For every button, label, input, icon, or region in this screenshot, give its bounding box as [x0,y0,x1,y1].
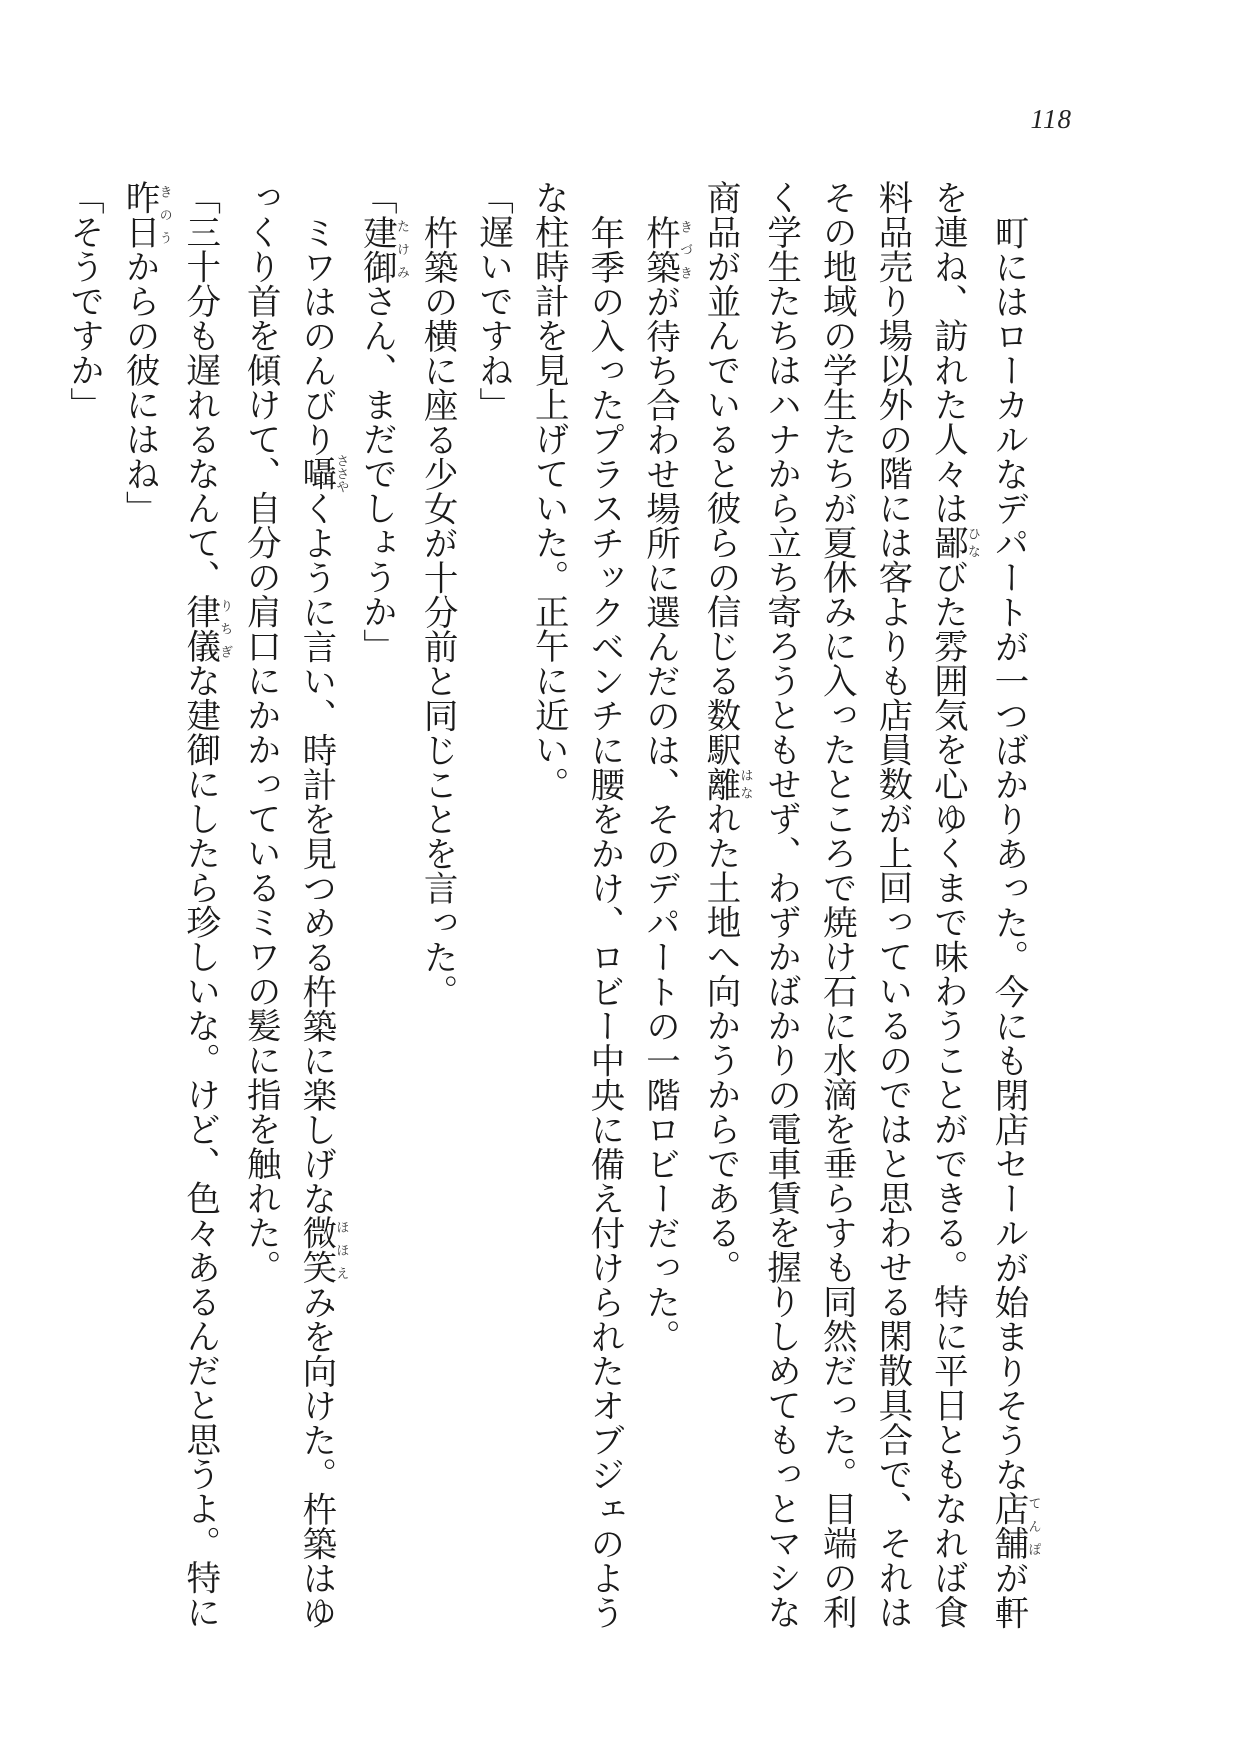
text-line-l9 [520,180,576,1580]
text-segment: びた雰囲気を心ゆくまで味わうことができる。特に平日ともなれば食 [927,559,968,1629]
ruby-annotation [179,594,233,663]
text-line-l15 [171,180,233,1629]
text-segment: 「そうですか」 [63,180,104,422]
furigana: てんぽ [1025,1491,1041,1560]
text-line-l13 [287,180,349,1629]
text-segment: が軒 [988,1560,1028,1629]
text-segment: く学生たちはハナから立ち寄ろうともせず、わずかばかりの電車賃を握りしめてもっとマシな [760,180,801,1629]
text-segment: 年季の入ったプラスチックベンチに腰をかけ、ロビー中央に備え付けられたオブジェのよう [583,214,624,1629]
text-segment: 商品が並んでいると彼らの信じる数駅 [700,180,741,767]
text-segment: 町にはローカルなデパートが一つばかりあった。今にも閉店セールが始まりそうな [988,214,1028,1491]
ruby-base: 鄙 [927,525,968,560]
ruby-annotation [356,214,409,284]
ruby-base: 微笑 [295,1215,336,1284]
text-segment: 料品売り場以外の階には客よりも店員数が上回っているのではと思わせる閑散具合で、それは [871,180,912,1629]
text-segment: 「 [356,180,397,215]
text-segment: 「遅いですね」 [472,180,513,422]
text-line-l2 [919,180,980,1629]
ruby-base: 昨日 [119,180,160,249]
text-line-l10 [464,180,520,1580]
text-segment: れた土地へ向かうからである。 [700,801,741,1284]
ruby-base: 店舗 [988,1491,1028,1560]
furigana: ひな [964,525,980,560]
text-segment: っくり首を傾けて、自分の肩口にかかっているミワの髪に指を触れた。 [240,180,281,1284]
vertical-text-body [55,180,1041,1629]
text-line-l8 [575,180,631,1629]
text-segment: ミワはのんびり [295,214,336,456]
text-line-l7 [631,180,692,1580]
ruby-annotation [119,180,172,249]
text-line-l5 [752,180,808,1629]
ruby-base: 律儀 [179,594,220,663]
text-segment: 「三十分も遅れるなんて、 [179,180,220,594]
furigana: ほほえ [333,1215,349,1284]
ruby-base: 離 [700,766,741,801]
text-segment: みを向けた。杵築はゆ [295,1284,336,1629]
text-segment: さん、まだでしょうか」 [356,283,397,663]
text-segment: くように言い、時計を見つめる杵築に楽しげな [295,490,336,1215]
text-segment: を連ね、訪れた人々は [927,180,968,525]
ruby-annotation [639,214,692,284]
ruby-base: 囁 [295,453,336,493]
page-number: 118 [1030,104,1072,134]
text-segment: な柱時計を見上げていた。正午に近い。 [528,180,569,801]
furigana: たけみ [393,214,409,284]
text-segment: 杵築の横に座る少女が十分前と同じことを言った。 [417,214,458,1008]
text-segment: からの彼にはね」 [119,249,160,525]
ruby-annotation [988,1491,1041,1560]
text-line-l16 [111,180,172,1580]
ruby-annotation [700,766,753,802]
furigana: はな [737,766,753,801]
ruby-annotation [295,453,349,493]
text-line-l1 [979,180,1041,1629]
ruby-annotation [295,1215,349,1284]
ruby-base: 建御 [356,214,397,284]
text-line-l14 [232,180,288,1580]
furigana: ささや [333,453,349,493]
furigana: りちぎ [217,594,233,663]
text-segment: な建御にしたら珍しいな。けど、色々あるんだと思うよ。特に [179,663,220,1629]
text-line-l4 [808,180,864,1629]
text-segment: その地域の学生たちが夏休みに入ったところで焼け石に水滴を垂らすも同然だった。目端の利 [816,180,857,1629]
text-line-l6 [691,180,752,1580]
furigana: きづき [676,214,692,284]
furigana: きのう [156,180,172,249]
text-line-l3 [863,180,919,1629]
ruby-base: 杵築 [639,214,680,284]
ruby-annotation [927,525,980,560]
text-segment: が待ち合わせ場所に選んだのは、そのデパートの一階ロビーだった。 [639,283,680,1353]
text-line-l12 [348,180,409,1580]
text-line-l17 [55,180,111,1580]
text-line-l11 [408,180,464,1580]
